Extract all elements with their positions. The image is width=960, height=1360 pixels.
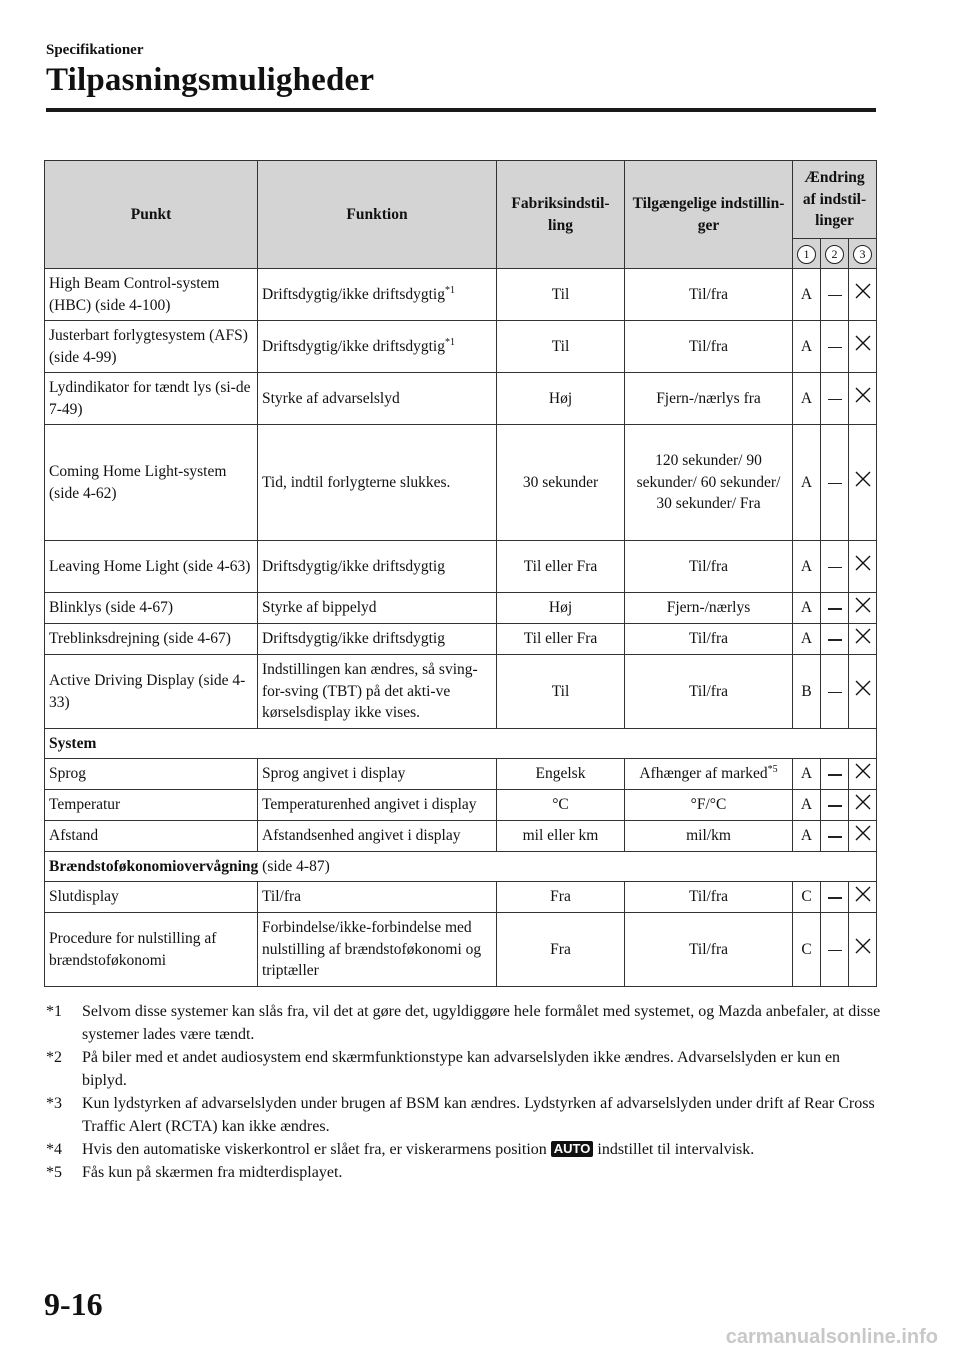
header-fabrik: Fabriksindstil-ling — [497, 161, 625, 269]
cell-mark-1: C — [793, 882, 821, 913]
cell-funktion: Afstandsenhed angivet i display — [258, 821, 497, 852]
cell-mark-2 — [821, 373, 849, 425]
cell-mark-3 — [849, 913, 877, 987]
dash-icon — [828, 950, 842, 952]
cell-punkt: High Beam Control-system (HBC) (side 4-100) — [45, 269, 258, 321]
cell-mark-1: A — [793, 821, 821, 852]
cell-tilgaengelige: Til/fra — [625, 321, 793, 373]
section-row-fuel-economy — [45, 852, 877, 882]
cell-fabrik: Høj — [497, 593, 625, 624]
cell-funktion: Driftsdygtig/ikke driftsdygtig$^{*1}$ — [258, 269, 497, 321]
cell-punkt: Temperatur — [45, 790, 258, 821]
page-title: Tilpasningsmuligheder — [46, 62, 375, 98]
cell-mark-2 — [821, 913, 849, 987]
cell-tilgaengelige: Til/fra — [625, 655, 793, 729]
footnote-item — [46, 1046, 882, 1092]
cell-funktion: Tid, indtil forlygterne slukkes. — [258, 425, 497, 541]
cell-punkt: Afstand — [45, 821, 258, 852]
cell-punkt: Active Driving Display (side 4-33) — [45, 655, 258, 729]
cell-mark-3 — [849, 821, 877, 852]
cell-mark-2 — [821, 624, 849, 655]
cell-funktion: Forbindelse/ikke-forbindelse med nulstilling af brændstoføkonomi og triptæller — [258, 913, 497, 987]
cell-fabrik: Fra — [497, 913, 625, 987]
footnote-marker: *3 — [46, 1095, 62, 1112]
cell-mark-3 — [849, 269, 877, 321]
cell-fabrik: Høj — [497, 373, 625, 425]
cell-mark-1: A — [793, 269, 821, 321]
footnote-text: Kun lydstyrken af advarselslyden under brugen af BSM kan ændres. Lydstyrken af advarselslyden under drift af Rear Cross Traffic Alert (RCTA) kan ikke ændres. — [82, 1095, 875, 1135]
cross-icon — [854, 334, 872, 352]
cross-icon — [854, 824, 872, 842]
cell-tilgaengelige: Til/fra — [625, 882, 793, 913]
footnote-ref: *5 — [767, 764, 778, 776]
footnote-text: Hvis den automatiske viskerkontrol er slået fra, er viskerarmens position AUTO indstillet til intervalvisk. — [82, 1141, 755, 1158]
cell-mark-2 — [821, 790, 849, 821]
cell-mark-3 — [849, 882, 877, 913]
section-row-system — [45, 729, 877, 759]
footnote-item — [46, 1092, 882, 1138]
cell-mark-1: B — [793, 655, 821, 729]
cell-mark-1: A — [793, 593, 821, 624]
cell-tilgaengelige: mil/km — [625, 821, 793, 852]
table-row — [45, 593, 877, 624]
cell-fabrik: Til — [497, 269, 625, 321]
cell-funktion: Sprog angivet i display — [258, 759, 497, 790]
cell-tilgaengelige: Til/fra — [625, 913, 793, 987]
table-row — [45, 759, 877, 790]
footnote-item — [46, 1000, 882, 1046]
cell-mark-1: A — [793, 759, 821, 790]
cell-mark-3 — [849, 624, 877, 655]
cell-tilgaengelige: Afhænger af marked$^{*5}$ — [625, 759, 793, 790]
table-row — [45, 624, 877, 655]
watermark: carmanualsonline.info — [725, 1326, 938, 1348]
table-row — [45, 655, 877, 729]
cell-mark-1: A — [793, 541, 821, 593]
header-funktion: Funktion — [258, 161, 497, 269]
dash-icon — [828, 774, 842, 776]
cell-tilgaengelige: Fjern-/nærlys — [625, 593, 793, 624]
cell-mark-3 — [849, 655, 877, 729]
cell-mark-2 — [821, 269, 849, 321]
section-heading-fuel-economy: Brændstoføkonomiovervågning (side 4-87) — [45, 852, 877, 882]
footnote-marker: *5 — [46, 1164, 62, 1181]
cell-fabrik: Engelsk — [497, 759, 625, 790]
dash-icon — [828, 567, 842, 569]
cell-tilgaengelige: Til/fra — [625, 269, 793, 321]
cell-mark-2 — [821, 541, 849, 593]
cell-mark-2 — [821, 593, 849, 624]
table-header-row — [45, 161, 877, 239]
table-row — [45, 373, 877, 425]
cell-fabrik: Til — [497, 655, 625, 729]
cell-mark-1: A — [793, 425, 821, 541]
cell-mark-3 — [849, 759, 877, 790]
cell-punkt: Treblinksdrejning (side 4-67) — [45, 624, 258, 655]
header-col-2 — [821, 239, 849, 269]
footnotes — [46, 1000, 882, 1184]
cell-tilgaengelige: Fjern-/nærlys fra — [625, 373, 793, 425]
header-punkt: Punkt — [45, 161, 258, 269]
cell-funktion: Driftsdygtig/ikke driftsdygtig — [258, 541, 497, 593]
cell-funktion: Styrke af advarselslyd — [258, 373, 497, 425]
cell-fabrik: Fra — [497, 882, 625, 913]
cell-punkt: Coming Home Light-system (side 4-62) — [45, 425, 258, 541]
cell-mark-3 — [849, 425, 877, 541]
dash-icon — [828, 483, 842, 485]
dash-icon — [828, 692, 842, 694]
cell-funktion: Driftsdygtig/ikke driftsdygtig — [258, 624, 497, 655]
cross-icon — [854, 627, 872, 645]
cell-mark-2 — [821, 655, 849, 729]
header-col-3 — [849, 239, 877, 269]
cell-punkt: Leaving Home Light (side 4-63) — [45, 541, 258, 593]
cell-punkt: Slutdisplay — [45, 882, 258, 913]
cell-mark-2 — [821, 321, 849, 373]
cell-punkt: Blinklys (side 4-67) — [45, 593, 258, 624]
dash-icon — [828, 639, 842, 641]
cross-icon — [854, 470, 872, 488]
cell-fabrik: °C — [497, 790, 625, 821]
cell-tilgaengelige: °F/°C — [625, 790, 793, 821]
cell-tilgaengelige: 120 sekunder/ 90 sekunder/ 60 sekunder/ 30 sekunder/ Fra — [625, 425, 793, 541]
dash-icon — [828, 805, 842, 807]
cell-funktion: Driftsdygtig/ikke driftsdygtig$^{*1}$ — [258, 321, 497, 373]
title-divider — [46, 108, 876, 112]
cross-icon — [854, 762, 872, 780]
footnote-ref: *1 — [444, 336, 455, 348]
cell-mark-2 — [821, 882, 849, 913]
customization-table — [44, 160, 877, 987]
cross-icon — [854, 679, 872, 697]
table-row — [45, 913, 877, 987]
cell-fabrik: Til — [497, 321, 625, 373]
cell-punkt: Justerbart forlygtesystem (AFS) (side 4-99) — [45, 321, 258, 373]
cell-funktion: Indstillingen kan ændres, så sving-for-sving (TBT) på det akti-ve kørselsdisplay ikke vises. — [258, 655, 497, 729]
cell-mark-1: A — [793, 321, 821, 373]
cross-icon — [854, 596, 872, 614]
cell-mark-2 — [821, 821, 849, 852]
footnote-item — [46, 1138, 882, 1161]
cross-icon — [854, 885, 872, 903]
cell-mark-2 — [821, 425, 849, 541]
cell-tilgaengelige: Til/fra — [625, 541, 793, 593]
cell-fabrik: Til eller Fra — [497, 624, 625, 655]
table-row — [45, 821, 877, 852]
header-tilgaengelige: Tilgængelige indstillin-ger — [625, 161, 793, 269]
cell-mark-3 — [849, 321, 877, 373]
footnote-marker: *2 — [46, 1049, 62, 1066]
cell-tilgaengelige: Til/fra — [625, 624, 793, 655]
dash-icon — [828, 608, 842, 610]
cell-mark-3 — [849, 790, 877, 821]
circled-number-3: 3 — [853, 245, 872, 264]
footnote-text: På biler med et andet audiosystem end skærmfunktionstype kan advarselslyden ikke ændres. Advarselslyden er kun en biplyd. — [82, 1049, 841, 1089]
dash-icon — [828, 347, 842, 349]
dash-icon — [828, 836, 842, 838]
footnote-marker: *1 — [46, 1003, 62, 1020]
footnote-item — [46, 1161, 882, 1184]
header-aendring: Ændring af indstil-linger — [793, 161, 877, 239]
dash-icon — [828, 295, 842, 297]
section-heading-system: System — [45, 729, 877, 759]
cell-mark-1: A — [793, 790, 821, 821]
cell-punkt: Lydindikator for tændt lys (si-de 7-49) — [45, 373, 258, 425]
cell-mark-2 — [821, 759, 849, 790]
cross-icon — [854, 554, 872, 572]
table-row — [45, 269, 877, 321]
dash-icon — [828, 897, 842, 899]
dash-icon — [828, 399, 842, 401]
cell-mark-3 — [849, 373, 877, 425]
table-row — [45, 425, 877, 541]
table-row — [45, 321, 877, 373]
table-row — [45, 882, 877, 913]
cell-funktion: Til/fra — [258, 882, 497, 913]
section-label: Specifikationer — [46, 42, 144, 58]
cross-icon — [854, 793, 872, 811]
cell-funktion: Styrke af bippelyd — [258, 593, 497, 624]
page-number: 9-16 — [44, 1286, 103, 1322]
footnote-text: Selvom disse systemer kan slås fra, vil det at gøre det, ugyldiggøre hele formålet med systemet, og Mazda anbefaler, at disse systemer lades være tændt. — [82, 1003, 881, 1043]
cell-mark-3 — [849, 593, 877, 624]
cell-mark-3 — [849, 541, 877, 593]
circled-number-1: 1 — [797, 245, 816, 264]
cell-funktion: Temperaturenhed angivet i display — [258, 790, 497, 821]
table-row — [45, 790, 877, 821]
cross-icon — [854, 282, 872, 300]
cell-mark-1: C — [793, 913, 821, 987]
cell-fabrik: Til eller Fra — [497, 541, 625, 593]
cross-icon — [854, 386, 872, 404]
cell-fabrik: mil eller km — [497, 821, 625, 852]
cross-icon — [854, 937, 872, 955]
footnote-ref: *1 — [444, 284, 455, 296]
cell-fabrik: 30 sekunder — [497, 425, 625, 541]
header-col-1 — [793, 239, 821, 269]
cell-punkt: Sprog — [45, 759, 258, 790]
circled-number-2: 2 — [825, 245, 844, 264]
footnote-text: Fås kun på skærmen fra midterdisplayet. — [82, 1164, 343, 1181]
cell-mark-1: A — [793, 624, 821, 655]
cell-mark-1: A — [793, 373, 821, 425]
footnote-marker: *4 — [46, 1141, 62, 1158]
table-row — [45, 541, 877, 593]
auto-icon: AUTO — [551, 1141, 594, 1157]
cell-punkt: Procedure for nulstilling af brændstoføkonomi — [45, 913, 258, 987]
